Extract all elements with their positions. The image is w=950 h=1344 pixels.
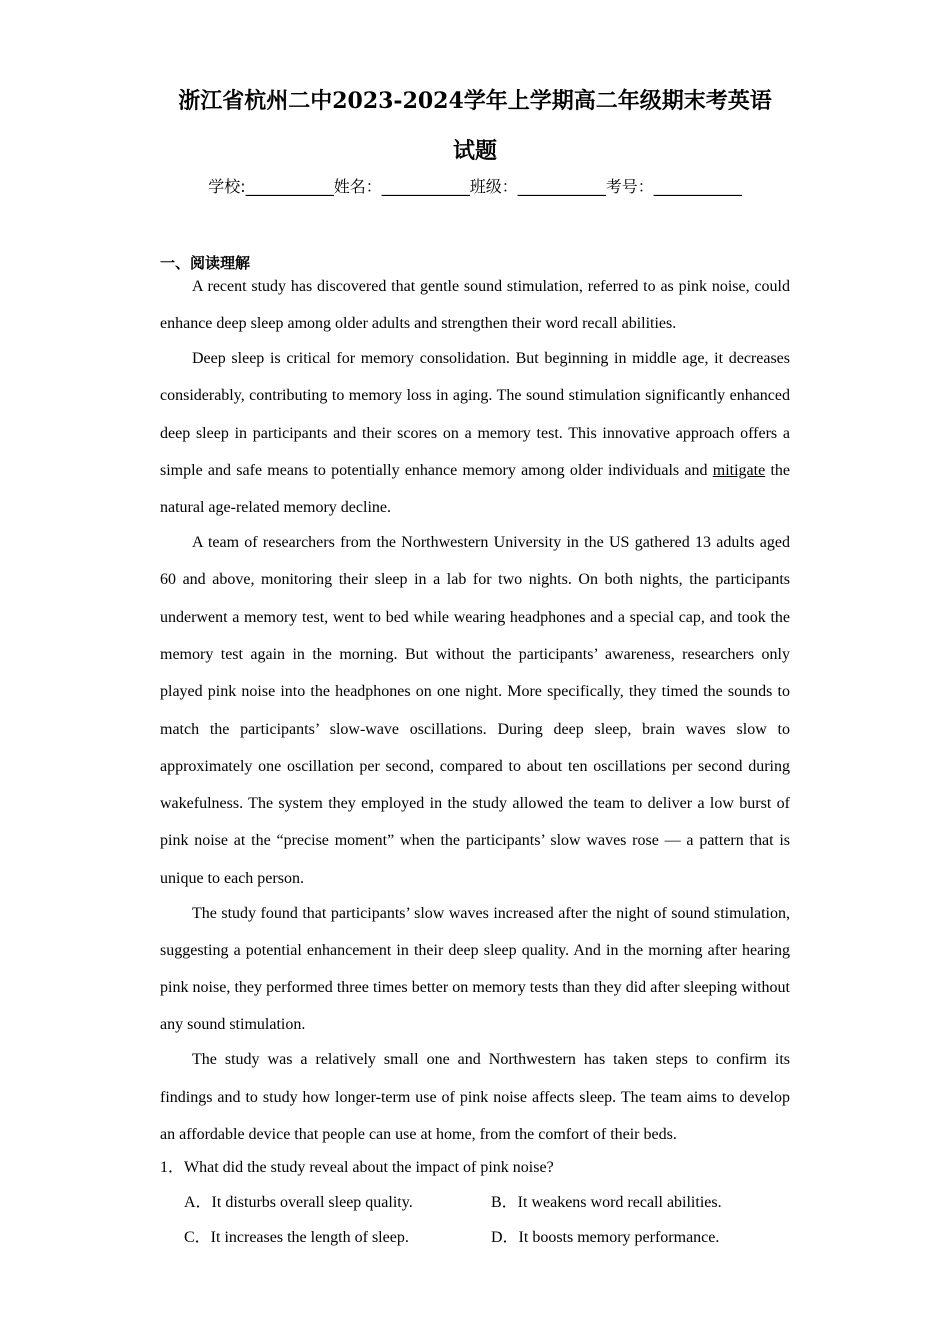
option-b: B．It weakens word recall abilities. [491, 1194, 722, 1212]
option-c: C．It increases the length of sleep. [184, 1229, 409, 1247]
passage-paragraph-4: The study found that participants’ slow waves increased after the night of sound stimulation, suggesting a potential enhancement in their deep sleep quality. And in the morning after hearing pink noise, they performed three times better on memory tests than they did after sleeping without any sound stimulation. [160, 904, 790, 1034]
passage-paragraph-1: A recent study has discovered that gentle sound stimulation, referred to as pink noise, could enhance deep sleep among older adults and strengthen their word recall abilities. [160, 278, 790, 333]
option-a: A．It disturbs overall sleep quality. [184, 1194, 413, 1212]
passage-paragraph-2 [160, 340, 790, 526]
passage-paragraph-3: A team of researchers from the Northwestern University in the US gathered 13 adults aged 60 and above, monitoring their sleep in a lab for two nights. On both nights, the participants underwent a memory test, went to bed while wearing headphones and a special cap, and took the memory test again in the morning. But without the participants’ awareness, researchers only played pink noise into the headphones on one night. More specifically, they timed the sounds to match the participants’ slow-wave oscillations. During deep sleep, brain waves slow to approximately one oscillation per second, compared to about ten oscillations per second during wakefulness. The system they employed in the study allowed the team to deliver a low burst of pink noise at the “precise moment” when the participants’ slow waves rose — a pattern that is unique to each person. [160, 534, 790, 887]
section-heading: 一、阅读理解 [160, 254, 251, 272]
underlined-word-mitigate: mitigate [712, 461, 766, 479]
exam-title-line-1: 浙江省杭州二中2023-2024学年上学期高二年级期末考英语 [178, 88, 772, 114]
question-stem: 1．What did the study reveal about the impact of pink noise? [160, 1159, 554, 1177]
reading-passage [160, 268, 790, 1255]
paragraph-2-text-after: the natural age-related memory decline. [160, 461, 790, 517]
paragraph-2-text-before: Deep sleep is critical for memory consolidation. But beginning in middle age, it decreases considerably, contributing to memory loss in aging. The sound stimulation significantly enhanced deep sleep in participants and their scores on a memory test. This innovative approach offers a simple and safe means to potentially enhance memory among older individuals and [160, 350, 790, 479]
exam-title-line-2: 试题 [452, 138, 497, 164]
student-info-line: 学校:___________姓名：___________班级：___________考号：___________ [208, 177, 742, 196]
option-d: D．It boosts memory performance. [491, 1229, 720, 1247]
passage-paragraph-5: The study was a relatively small one and Northwestern has taken steps to confirm its findings and to study how longer-term use of pink noise affects sleep. The team aims to develop an affordable device that people can use at home, from the comfort of their beds. [160, 1051, 790, 1143]
question-options [160, 1185, 790, 1255]
question-1 [160, 1151, 790, 1255]
